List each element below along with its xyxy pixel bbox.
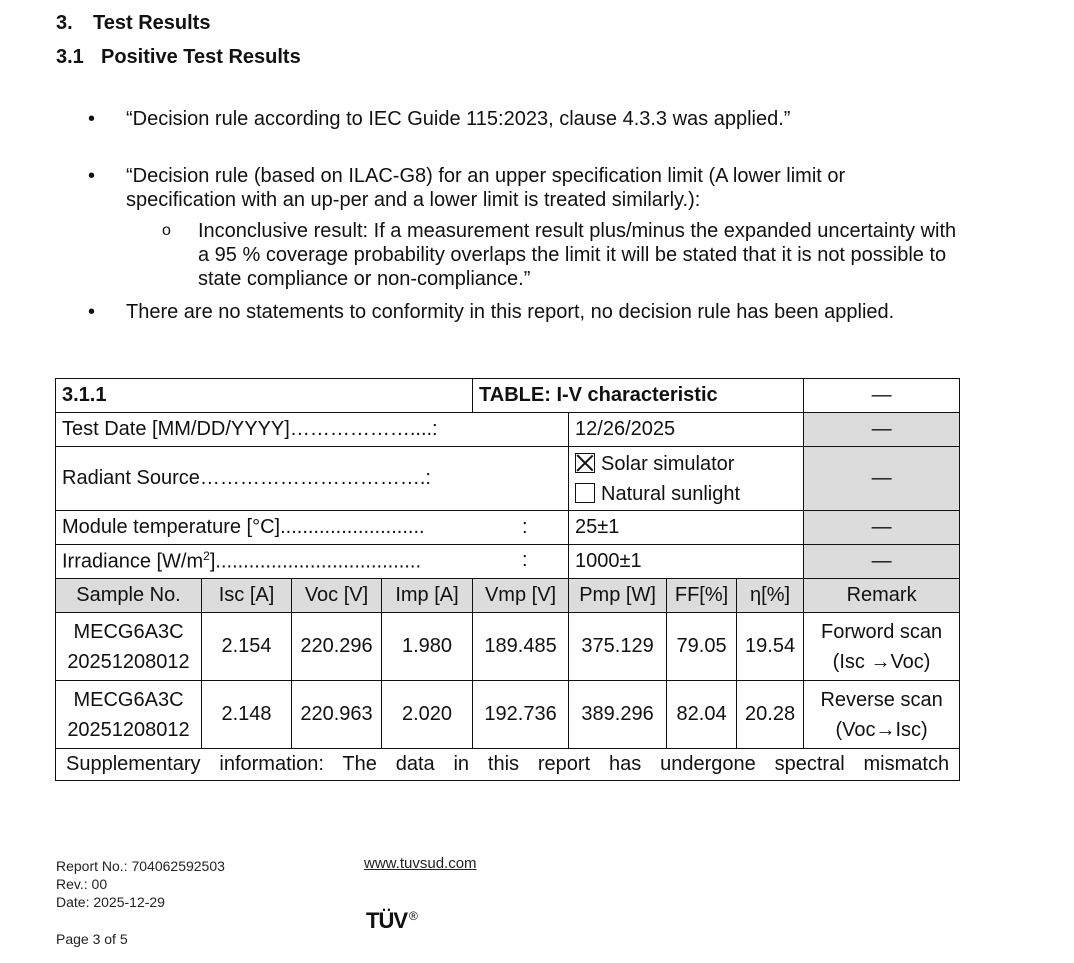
column-header: Imp [A]: [382, 579, 473, 613]
isc-value: 2.148: [202, 681, 292, 749]
option-solar-simulator: Solar simulator: [601, 452, 735, 475]
option-natural-sunlight: Natural sunlight: [601, 482, 741, 505]
column-header: Voc [V]: [292, 579, 382, 613]
iv-characteristic-table: [55, 378, 960, 781]
sample-id: MECG6A3C: [73, 688, 184, 711]
irradiance-value: 1000±1: [569, 545, 804, 579]
sample-id: MECG6A3C: [73, 620, 184, 643]
ff-value: 82.04: [667, 681, 737, 749]
remark-line: (Isc →Voc): [832, 650, 931, 673]
remark-line: (Voc→Isc): [835, 718, 928, 741]
column-header: Sample No.: [56, 579, 202, 613]
table-row: [56, 681, 960, 749]
verdict-dash: —: [804, 545, 960, 579]
bullet-marker: •: [88, 108, 96, 130]
test-date-row: [56, 413, 960, 447]
heading-text: Test Results: [93, 12, 211, 34]
verdict-dash: —: [804, 379, 960, 413]
logo-text: TÜV: [366, 908, 407, 933]
verdict-dash: —: [804, 413, 960, 447]
column-header-row: [56, 579, 960, 613]
revision: Rev.: 00: [56, 876, 108, 892]
radiant-source-options: [569, 447, 804, 511]
list-item-text: “Decision rule according to IEC Guide 115:2023, clause 4.3.3 was applied.”: [126, 108, 791, 130]
pmp-value: 389.296: [569, 681, 667, 749]
module-temperature-row: [56, 511, 960, 545]
supplementary-row: [56, 749, 960, 781]
column-header: Isc [A]: [202, 579, 292, 613]
registered-mark: ®: [409, 908, 417, 923]
sample-serial: 20251208012: [67, 650, 190, 673]
test-date-label: Test Date [MM/DD/YYYY]………………....:: [56, 413, 569, 447]
test-date-value: 12/26/2025: [569, 413, 804, 447]
unchecked-checkbox-icon: [575, 483, 595, 503]
irradiance-label-pre: Irradiance [W/m: [62, 550, 204, 573]
remark-line: Reverse scan: [820, 688, 943, 711]
irradiance-label-post: ].....................................: [209, 550, 421, 573]
column-header: η[%]: [737, 579, 804, 613]
section-number: 3.1.1: [56, 379, 473, 413]
irradiance-row: [56, 545, 960, 579]
column-header: FF[%]: [667, 579, 737, 613]
remark-cell: [804, 681, 960, 749]
radiant-source-label: Radiant Source…………………………….:: [56, 447, 569, 511]
sample-no-cell: [56, 681, 202, 749]
heading-text: Positive Test Results: [101, 46, 301, 68]
page-number: Page 3 of 5: [56, 931, 128, 947]
verdict-dash: —: [804, 511, 960, 545]
ff-value: 79.05: [667, 613, 737, 681]
heading-number: 3.1: [56, 46, 84, 68]
column-header: Pmp [W]: [569, 579, 667, 613]
table-title: TABLE: I-V characteristic: [473, 379, 804, 413]
module-temperature-label: Module temperature [°C]..........................: [62, 516, 425, 538]
remark-cell: [804, 613, 960, 681]
imp-value: 1.980: [382, 613, 473, 681]
verdict-dash: —: [804, 447, 960, 511]
eta-value: 20.28: [737, 681, 804, 749]
heading-test-results: [56, 12, 210, 35]
list-item-text: There are no statements to conformity in this report, no decision rule has been applied.: [126, 301, 895, 323]
module-temperature-value: 25±1: [569, 511, 804, 545]
imp-value: 2.020: [382, 681, 473, 749]
module-temperature-label-cell: [56, 511, 569, 545]
remark-line: Forword scan: [821, 620, 943, 643]
website-link[interactable]: www.tuvsud.com: [364, 855, 477, 872]
sample-serial: 20251208012: [67, 718, 190, 741]
eta-value: 19.54: [737, 613, 804, 681]
irradiance-label-cell: [56, 545, 569, 579]
radiant-source-row: [56, 447, 960, 511]
table-header-row: [56, 379, 960, 413]
sub-list-item-text: Inconclusive result: If a measurement result plus/minus the expanded uncertainty with a 95 % coverage probability overlaps the limit it will be stated that it is not possible to state compliance or non-compliance.”: [198, 220, 957, 290]
report-info: [56, 857, 225, 911]
report-number: Report No.: 704062592503: [56, 858, 225, 874]
supplementary-information: Supplementary information: The data in this report has undergone spectral mismatch: [56, 749, 960, 781]
heading-positive-test-results: [56, 46, 301, 69]
checked-checkbox-icon: [575, 453, 595, 473]
colon: :: [522, 516, 528, 538]
pmp-value: 375.129: [569, 613, 667, 681]
vmp-value: 192.736: [473, 681, 569, 749]
column-header: Remark: [804, 579, 960, 613]
vmp-value: 189.485: [473, 613, 569, 681]
table-row: [56, 613, 960, 681]
column-header: Vmp [V]: [473, 579, 569, 613]
colon: :: [522, 549, 528, 572]
sample-no-cell: [56, 613, 202, 681]
tuv-logo: [366, 908, 417, 934]
heading-number: 3.: [56, 12, 73, 34]
bullet-marker: •: [88, 165, 96, 187]
voc-value: 220.296: [292, 613, 382, 681]
bullet-marker: •: [88, 301, 96, 323]
sub-bullet-marker: o: [162, 222, 171, 239]
voc-value: 220.963: [292, 681, 382, 749]
list-item-text: “Decision rule (based on ILAC-G8) for an upper specification limit (A lower limit or specification with an up-per and a lower limit is treated similarly.):: [126, 165, 846, 211]
report-date: Date: 2025-12-29: [56, 894, 165, 910]
irradiance-label-sup: 2: [203, 549, 210, 564]
isc-value: 2.154: [202, 613, 292, 681]
